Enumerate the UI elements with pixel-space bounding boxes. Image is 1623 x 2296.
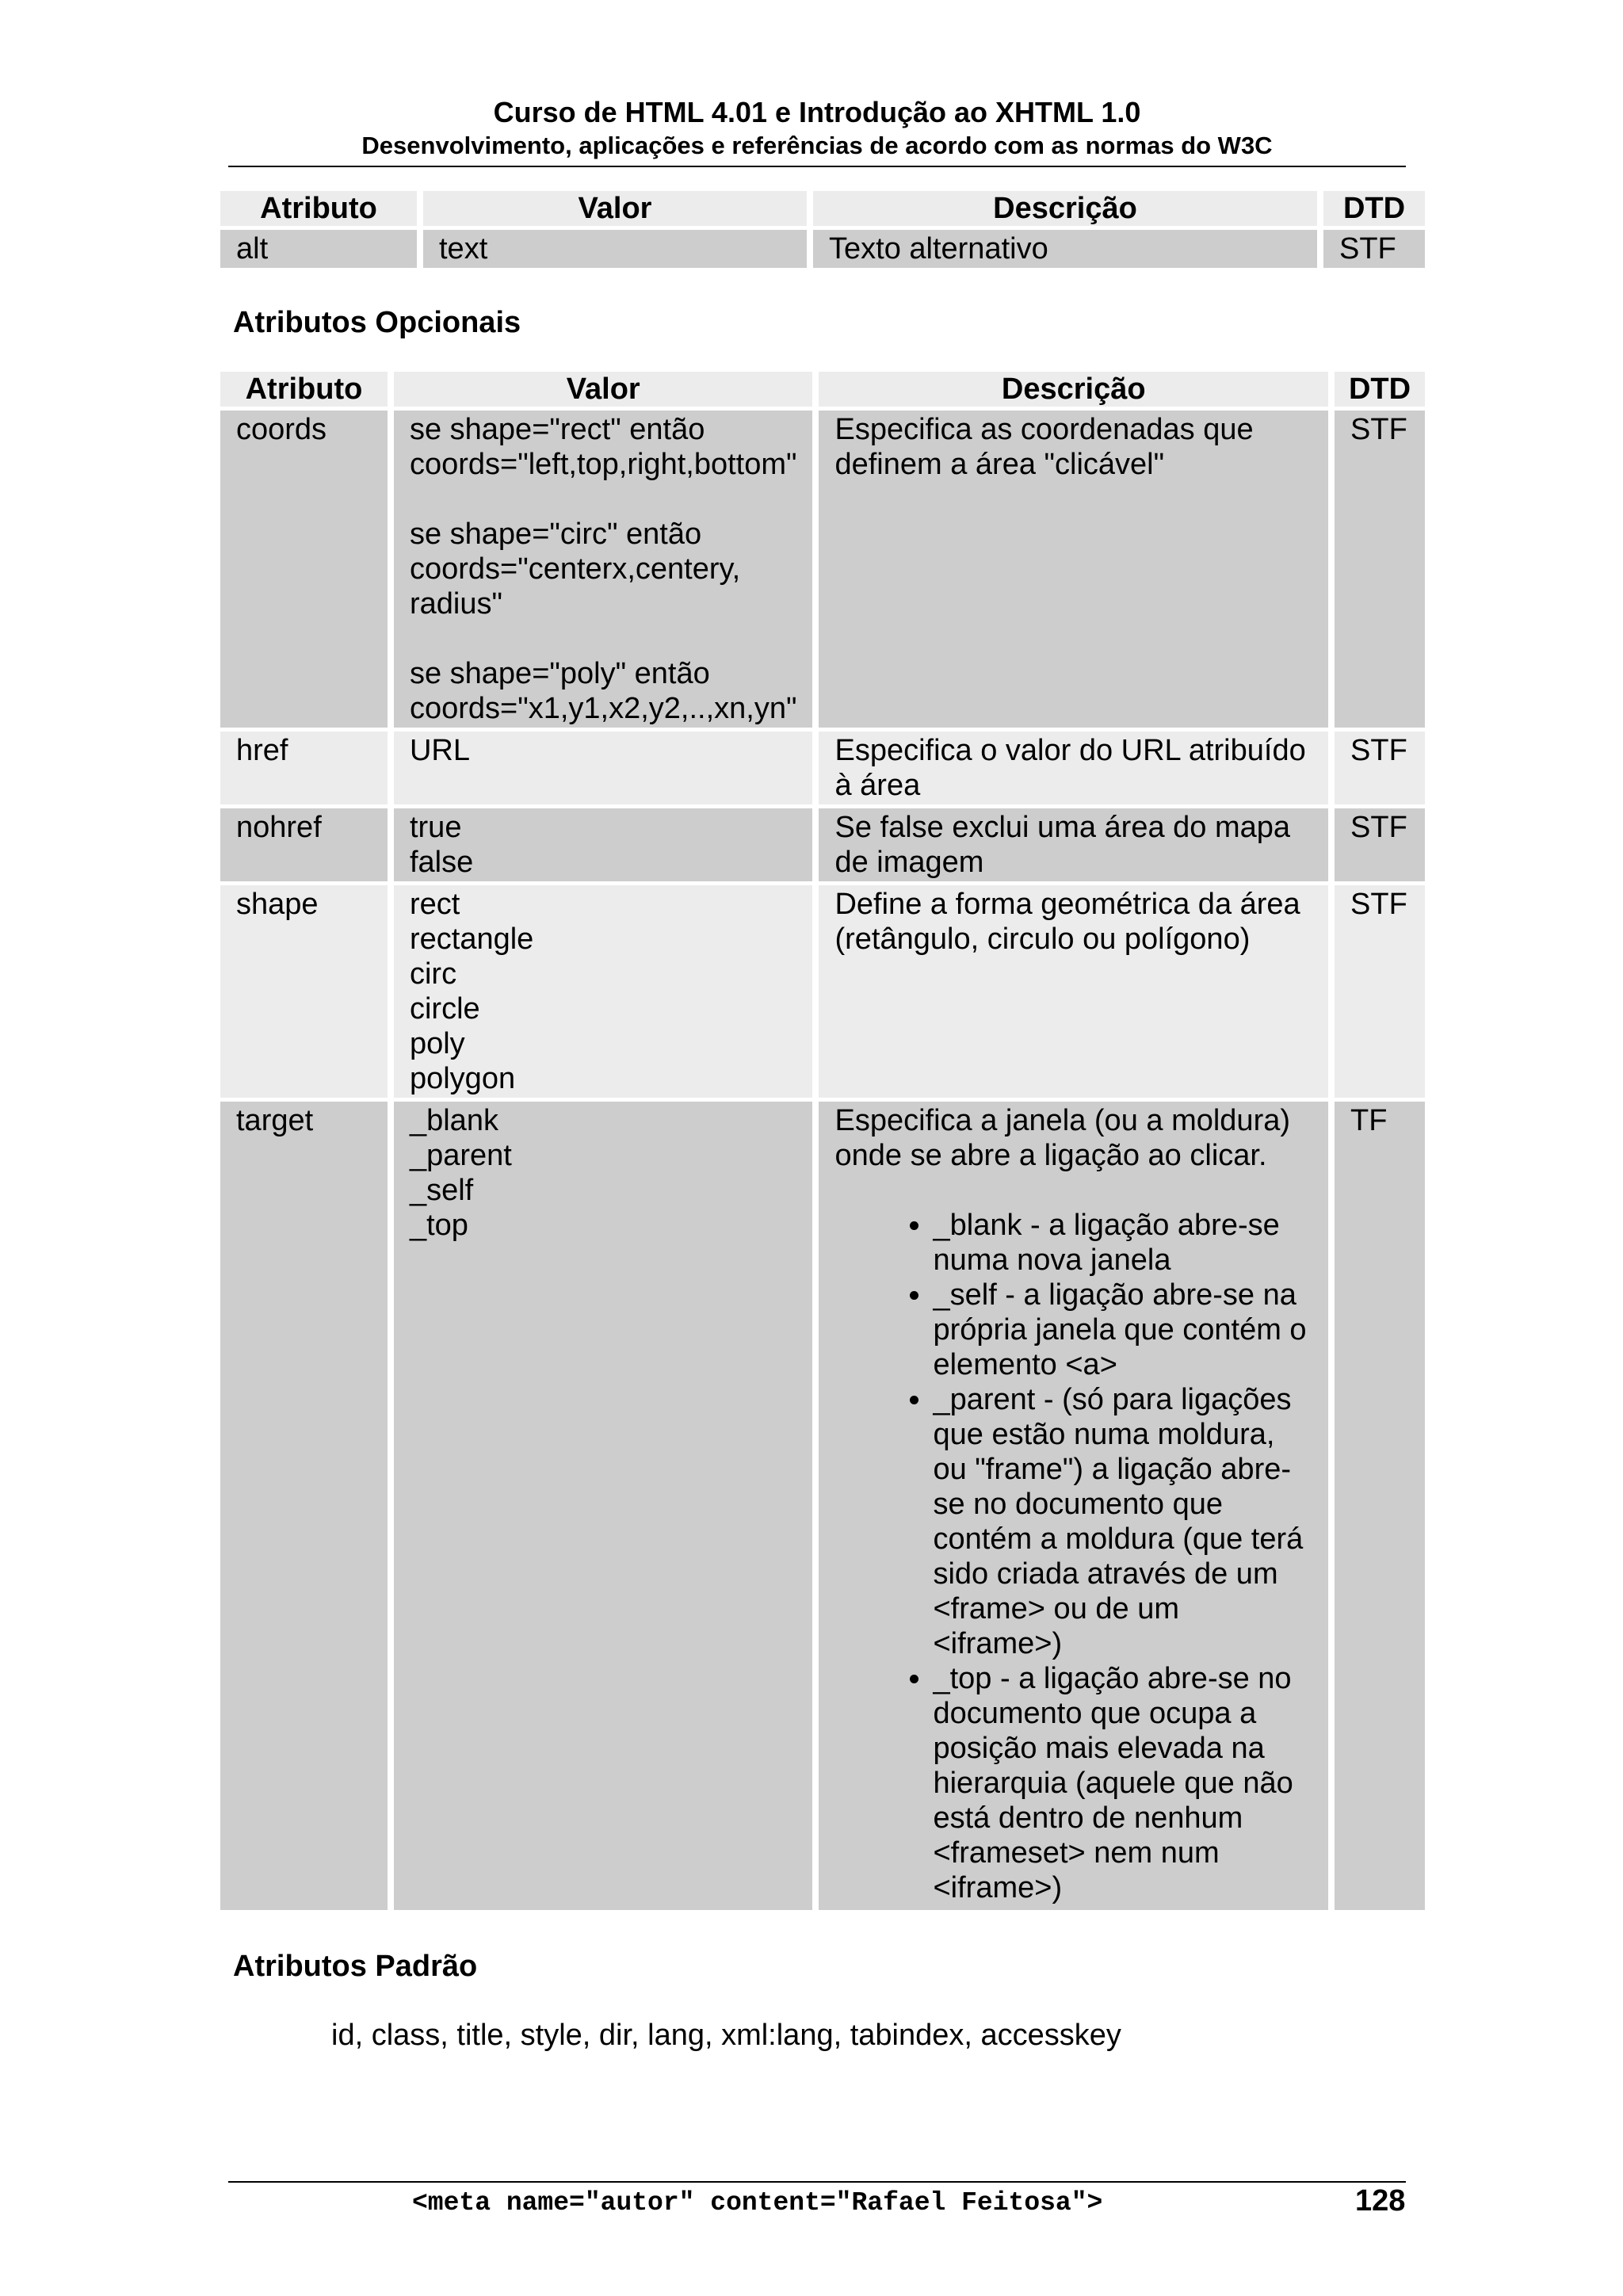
- dtd-cell: STF: [1335, 411, 1425, 728]
- value-cell: text: [423, 230, 807, 268]
- optional-attributes-heading: Atributos Opcionais: [233, 306, 521, 339]
- dtd-cell: STF: [1335, 732, 1425, 804]
- list-item: • _self - a ligação abre-se na própria janela que contém o elemento <a>: [933, 1278, 1312, 1382]
- column-header-atributo: Atributo: [220, 191, 417, 226]
- value-line: true: [409, 811, 462, 844]
- dtd-cell: STF: [1323, 230, 1425, 268]
- target-values-list: [834, 1208, 1312, 1905]
- value-line: coords="x1,y1,x2,y2,..,xn,yn": [409, 692, 797, 725]
- page-number: 128: [1355, 2184, 1406, 2218]
- dtd-cell: STF: [1335, 808, 1425, 881]
- value-line: coords="centerx,centery,: [409, 552, 741, 586]
- document-subtitle: Desenvolvimento, aplicações e referências de acordo com as normas do W3C: [361, 132, 1273, 159]
- value-line: se shape="rect" então: [409, 413, 705, 446]
- attr-cell: alt: [220, 230, 417, 268]
- attr-cell: nohref: [220, 808, 388, 881]
- standard-attributes-heading: Atributos Padrão: [233, 1950, 478, 1983]
- value-cell: [394, 411, 813, 728]
- column-header-atributo: Atributo: [220, 372, 388, 407]
- value-line: polygon: [409, 1062, 516, 1095]
- value-line: _top: [409, 1209, 468, 1242]
- optional-attributes-table: [214, 368, 1431, 1914]
- list-item: • _blank - a ligação abre-se numa nova janela: [933, 1208, 1312, 1278]
- table-row-target: [220, 1102, 1425, 1910]
- value-line: coords="left,top,right,bottom": [409, 448, 797, 481]
- table-row-coords: [220, 411, 1425, 728]
- desc-cell: Texto alternativo: [813, 230, 1317, 268]
- column-header-dtd: DTD: [1323, 191, 1425, 226]
- desc-cell: Especifica o valor do URL atribuído à área: [819, 732, 1328, 804]
- value-line: _parent: [409, 1139, 512, 1172]
- attr-cell: shape: [220, 885, 388, 1098]
- list-item: • _parent - (só para ligações que estão numa moldura, ou "frame") a ligação abre-se no documento que contém a moldura (que terá sido criada através de um <frame> ou de um <iframe>): [933, 1382, 1312, 1661]
- attr-cell: href: [220, 732, 388, 804]
- value-line: se shape="circ" então: [409, 518, 702, 551]
- page-header: [228, 95, 1406, 162]
- document-title: Curso de HTML 4.01 e Introdução ao XHTML 1.0: [493, 96, 1141, 128]
- value-line: rect: [409, 888, 460, 921]
- table-header-row: [220, 372, 1425, 407]
- value-line: circle: [409, 992, 480, 1026]
- desc-cell: [819, 1102, 1328, 1910]
- desc-cell: Especifica as coordenadas que definem a área "clicável": [819, 411, 1328, 728]
- value-cell: [394, 1102, 813, 1910]
- dtd-cell: TF: [1335, 1102, 1425, 1910]
- column-header-valor: Valor: [423, 191, 807, 226]
- value-line-spacer: [410, 482, 797, 517]
- desc-text: Especifica a janela (ou a moldura) onde se abre a ligação ao clicar.: [834, 1104, 1291, 1172]
- value-line: _blank: [409, 1104, 498, 1137]
- attr-cell: coords: [220, 411, 388, 728]
- value-line-spacer: [410, 621, 797, 656]
- column-header-valor: Valor: [394, 372, 813, 407]
- header-divider: [228, 166, 1406, 167]
- value-line: _self: [409, 1174, 474, 1207]
- footer-author-meta: <meta name="autor" content="Rafael Feitosa">: [412, 2188, 1103, 2218]
- table-row-href: [220, 732, 1425, 804]
- table-row: [220, 230, 1425, 268]
- standard-attributes-list: id, class, title, style, dir, lang, xml:lang, tabindex, accesskey: [331, 2019, 1121, 2052]
- value-line: poly: [409, 1027, 465, 1060]
- value-cell: [394, 885, 813, 1098]
- value-line: false: [409, 846, 474, 879]
- value-cell: [394, 808, 813, 881]
- footer-divider: [228, 2181, 1406, 2183]
- dtd-cell: STF: [1335, 885, 1425, 1098]
- column-header-descricao: Descrição: [819, 372, 1328, 407]
- value-cell: URL: [394, 732, 813, 804]
- value-line: rectangle: [409, 923, 534, 956]
- table-header-row: [220, 191, 1425, 226]
- value-line: se shape="poly" então: [409, 657, 710, 690]
- desc-cell: Se false exclui uma área do mapa de imagem: [819, 808, 1328, 881]
- desc-cell: Define a forma geométrica da área (retângulo, circulo ou polígono): [819, 885, 1328, 1098]
- value-line: radius": [409, 587, 502, 621]
- column-header-descricao: Descrição: [813, 191, 1317, 226]
- list-item: • _top - a ligação abre-se no documento que ocupa a posição mais elevada na hierarquia (aquele que não está dentro de nenhum <frameset> nem num <iframe>): [933, 1661, 1312, 1905]
- required-attributes-table: [214, 187, 1431, 272]
- value-line: circ: [409, 957, 457, 991]
- table-row-shape: [220, 885, 1425, 1098]
- table-row-nohref: [220, 808, 1425, 881]
- attr-cell: target: [220, 1102, 388, 1910]
- column-header-dtd: DTD: [1335, 372, 1425, 407]
